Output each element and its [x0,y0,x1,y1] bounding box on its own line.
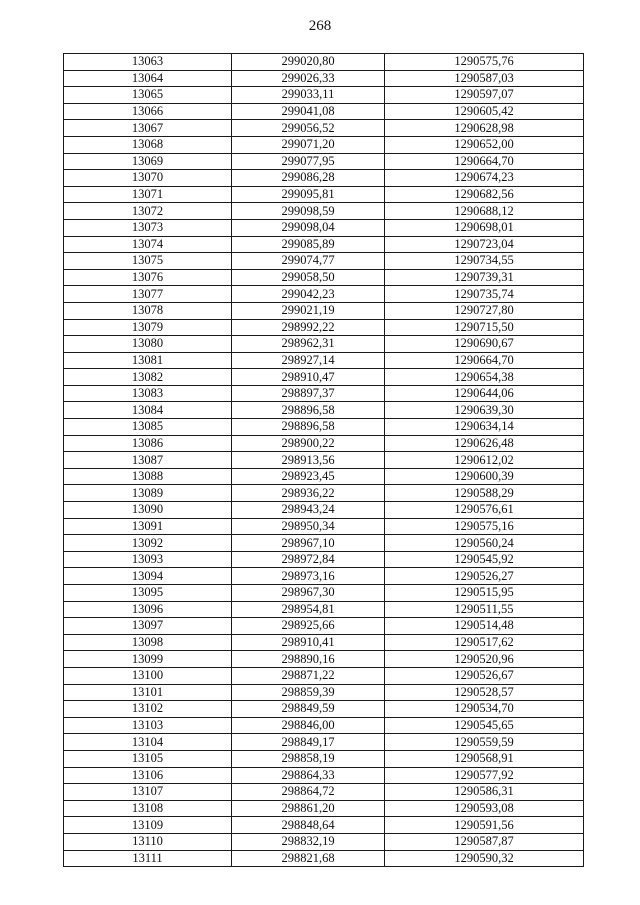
table-row [64,435,584,452]
y-coordinate-cell: 1290588,29 [385,485,584,502]
x-coordinate-cell: 299020,80 [232,54,385,71]
point-number-cell: 13090 [64,502,232,519]
point-number-cell: 13077 [64,286,232,303]
y-coordinate-cell: 1290590,32 [385,850,584,867]
y-coordinate-cell: 1290612,02 [385,452,584,469]
x-coordinate-cell: 299098,59 [232,203,385,220]
x-coordinate-cell: 298858,19 [232,750,385,767]
y-coordinate-cell: 1290545,65 [385,717,584,734]
point-number-cell: 13074 [64,236,232,253]
x-coordinate-cell: 298859,39 [232,684,385,701]
table-row [64,203,584,220]
x-coordinate-cell: 298967,30 [232,585,385,602]
y-coordinate-cell: 1290628,98 [385,120,584,137]
y-coordinate-cell: 1290735,74 [385,286,584,303]
x-coordinate-cell: 298943,24 [232,502,385,519]
y-coordinate-cell: 1290575,76 [385,54,584,71]
table-row [64,385,584,402]
point-number-cell: 13100 [64,667,232,684]
y-coordinate-cell: 1290586,31 [385,784,584,801]
point-number-cell: 13091 [64,518,232,535]
coordinates-table [63,53,584,867]
x-coordinate-cell: 298923,45 [232,468,385,485]
x-coordinate-cell: 298927,14 [232,352,385,369]
table-row [64,817,584,834]
table-row [64,850,584,867]
point-number-cell: 13075 [64,253,232,270]
point-number-cell: 13096 [64,601,232,618]
y-coordinate-cell: 1290715,50 [385,319,584,336]
x-coordinate-cell: 298954,81 [232,601,385,618]
table-row [64,120,584,137]
point-number-cell: 13094 [64,568,232,585]
x-coordinate-cell: 298890,16 [232,651,385,668]
page-number: 268 [308,18,332,34]
point-number-cell: 13088 [64,468,232,485]
point-number-cell: 13081 [64,352,232,369]
y-coordinate-cell: 1290568,91 [385,750,584,767]
y-coordinate-cell: 1290644,06 [385,385,584,402]
table-row [64,369,584,386]
y-coordinate-cell: 1290734,55 [385,253,584,270]
x-coordinate-cell: 298896,58 [232,419,385,436]
x-coordinate-cell: 298871,22 [232,667,385,684]
point-number-cell: 13109 [64,817,232,834]
x-coordinate-cell: 298864,33 [232,767,385,784]
y-coordinate-cell: 1290517,62 [385,634,584,651]
y-coordinate-cell: 1290626,48 [385,435,584,452]
table-row [64,518,584,535]
x-coordinate-cell: 299026,33 [232,70,385,87]
x-coordinate-cell: 299041,08 [232,103,385,120]
y-coordinate-cell: 1290575,16 [385,518,584,535]
point-number-cell: 13066 [64,103,232,120]
point-number-cell: 13102 [64,701,232,718]
point-number-cell: 13065 [64,87,232,104]
table-row [64,170,584,187]
x-coordinate-cell: 298992,22 [232,319,385,336]
table-row [64,286,584,303]
point-number-cell: 13103 [64,717,232,734]
y-coordinate-cell: 1290526,67 [385,667,584,684]
y-coordinate-cell: 1290526,27 [385,568,584,585]
table-row [64,319,584,336]
table-row [64,186,584,203]
table-row [64,236,584,253]
x-coordinate-cell: 298848,64 [232,817,385,834]
table-row [64,784,584,801]
table-row [64,302,584,319]
table-row [64,468,584,485]
x-coordinate-cell: 298925,66 [232,618,385,635]
table-row [64,402,584,419]
x-coordinate-cell: 298849,17 [232,734,385,751]
x-coordinate-cell: 298849,59 [232,701,385,718]
point-number-cell: 13085 [64,419,232,436]
point-number-cell: 13071 [64,186,232,203]
y-coordinate-cell: 1290654,38 [385,369,584,386]
point-number-cell: 13104 [64,734,232,751]
x-coordinate-cell: 299042,23 [232,286,385,303]
x-coordinate-cell: 298900,22 [232,435,385,452]
point-number-cell: 13082 [64,369,232,386]
table-row [64,551,584,568]
table-row [64,502,584,519]
table-row [64,419,584,436]
table-row [64,618,584,635]
y-coordinate-cell: 1290559,59 [385,734,584,751]
x-coordinate-cell: 298897,37 [232,385,385,402]
y-coordinate-cell: 1290600,39 [385,468,584,485]
y-coordinate-cell: 1290634,14 [385,419,584,436]
y-coordinate-cell: 1290576,61 [385,502,584,519]
table-row [64,667,584,684]
point-number-cell: 13076 [64,269,232,286]
x-coordinate-cell: 298846,00 [232,717,385,734]
point-number-cell: 13110 [64,833,232,850]
point-number-cell: 13089 [64,485,232,502]
x-coordinate-cell: 298832,19 [232,833,385,850]
point-number-cell: 13097 [64,618,232,635]
point-number-cell: 13070 [64,170,232,187]
table-row [64,601,584,618]
x-coordinate-cell: 298910,41 [232,634,385,651]
point-number-cell: 13099 [64,651,232,668]
table-row [64,269,584,286]
point-number-cell: 13086 [64,435,232,452]
table-row [64,833,584,850]
x-coordinate-cell: 298950,34 [232,518,385,535]
y-coordinate-cell: 1290682,56 [385,186,584,203]
x-coordinate-cell: 298913,56 [232,452,385,469]
table-row [64,750,584,767]
x-coordinate-cell: 299021,19 [232,302,385,319]
table-row [64,336,584,353]
y-coordinate-cell: 1290577,92 [385,767,584,784]
y-coordinate-cell: 1290528,57 [385,684,584,701]
table-row [64,734,584,751]
y-coordinate-cell: 1290727,80 [385,302,584,319]
x-coordinate-cell: 299086,28 [232,170,385,187]
table-row [64,717,584,734]
table-row [64,634,584,651]
y-coordinate-cell: 1290587,87 [385,833,584,850]
y-coordinate-cell: 1290698,01 [385,219,584,236]
x-coordinate-cell: 298936,22 [232,485,385,502]
point-number-cell: 13080 [64,336,232,353]
table-row [64,651,584,668]
table-row [64,253,584,270]
y-coordinate-cell: 1290723,04 [385,236,584,253]
point-number-cell: 13064 [64,70,232,87]
y-coordinate-cell: 1290664,70 [385,153,584,170]
point-number-cell: 13092 [64,535,232,552]
y-coordinate-cell: 1290597,07 [385,87,584,104]
point-number-cell: 13068 [64,136,232,153]
y-coordinate-cell: 1290652,00 [385,136,584,153]
x-coordinate-cell: 299077,95 [232,153,385,170]
table-row [64,800,584,817]
point-number-cell: 13108 [64,800,232,817]
table-row [64,70,584,87]
table-row [64,153,584,170]
table-row [64,87,584,104]
y-coordinate-cell: 1290591,56 [385,817,584,834]
point-number-cell: 13069 [64,153,232,170]
point-number-cell: 13101 [64,684,232,701]
y-coordinate-cell: 1290587,03 [385,70,584,87]
y-coordinate-cell: 1290560,24 [385,535,584,552]
x-coordinate-cell: 299074,77 [232,253,385,270]
y-coordinate-cell: 1290534,70 [385,701,584,718]
x-coordinate-cell: 299056,52 [232,120,385,137]
table-row [64,452,584,469]
x-coordinate-cell: 299095,81 [232,186,385,203]
table-row [64,767,584,784]
point-number-cell: 13073 [64,219,232,236]
table-row [64,352,584,369]
point-number-cell: 13105 [64,750,232,767]
y-coordinate-cell: 1290605,42 [385,103,584,120]
y-coordinate-cell: 1290664,70 [385,352,584,369]
x-coordinate-cell: 298972,84 [232,551,385,568]
x-coordinate-cell: 299085,89 [232,236,385,253]
x-coordinate-cell: 299098,04 [232,219,385,236]
x-coordinate-cell: 298967,10 [232,535,385,552]
table-row [64,701,584,718]
coordinates-table-body [64,54,584,867]
y-coordinate-cell: 1290593,08 [385,800,584,817]
table-row [64,585,584,602]
x-coordinate-cell: 298821,68 [232,850,385,867]
y-coordinate-cell: 1290739,31 [385,269,584,286]
x-coordinate-cell: 299058,50 [232,269,385,286]
y-coordinate-cell: 1290545,92 [385,551,584,568]
y-coordinate-cell: 1290674,23 [385,170,584,187]
x-coordinate-cell: 298962,31 [232,336,385,353]
table-row [64,54,584,71]
table-row [64,684,584,701]
point-number-cell: 13107 [64,784,232,801]
point-number-cell: 13098 [64,634,232,651]
y-coordinate-cell: 1290511,55 [385,601,584,618]
table-row [64,485,584,502]
x-coordinate-cell: 298896,58 [232,402,385,419]
table-row [64,103,584,120]
point-number-cell: 13093 [64,551,232,568]
point-number-cell: 13079 [64,319,232,336]
point-number-cell: 13106 [64,767,232,784]
y-coordinate-cell: 1290690,67 [385,336,584,353]
point-number-cell: 13083 [64,385,232,402]
x-coordinate-cell: 298973,16 [232,568,385,585]
point-number-cell: 13067 [64,120,232,137]
x-coordinate-cell: 299033,11 [232,87,385,104]
point-number-cell: 13095 [64,585,232,602]
table-row [64,219,584,236]
y-coordinate-cell: 1290515,95 [385,585,584,602]
table-row [64,535,584,552]
y-coordinate-cell: 1290688,12 [385,203,584,220]
table-row [64,568,584,585]
point-number-cell: 13084 [64,402,232,419]
point-number-cell: 13087 [64,452,232,469]
x-coordinate-cell: 298861,20 [232,800,385,817]
y-coordinate-cell: 1290520,96 [385,651,584,668]
x-coordinate-cell: 298910,47 [232,369,385,386]
point-number-cell: 13111 [64,850,232,867]
x-coordinate-cell: 299071,20 [232,136,385,153]
point-number-cell: 13063 [64,54,232,71]
y-coordinate-cell: 1290514,48 [385,618,584,635]
table-row [64,136,584,153]
x-coordinate-cell: 298864,72 [232,784,385,801]
point-number-cell: 13078 [64,302,232,319]
point-number-cell: 13072 [64,203,232,220]
y-coordinate-cell: 1290639,30 [385,402,584,419]
